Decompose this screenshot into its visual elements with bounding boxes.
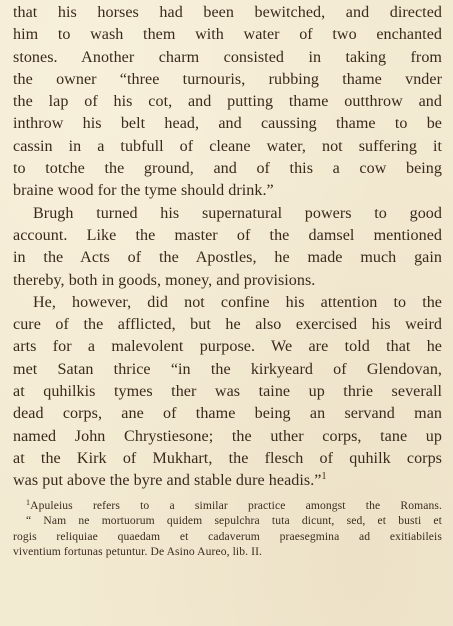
paragraph-2 <box>13 203 442 292</box>
text-line: the owner “three turnouris, rubbing thame vnder <box>13 70 442 88</box>
paragraph-1 <box>13 2 442 203</box>
text-line: Brugh turned his supernatural powers to good <box>33 204 442 222</box>
text-line: dead corps, ane of thame being an servand man <box>13 405 442 423</box>
text-line: inthrow his belt head, and caussing thame to be <box>13 115 442 133</box>
text-line: He, however, did not confine his attention to the <box>33 293 442 311</box>
text-line <box>13 470 442 492</box>
footnote <box>13 498 442 560</box>
text-line: arts for a malevolent purpose. We are told that he <box>13 338 442 356</box>
footnote-reference: 1 <box>321 471 327 483</box>
text-line: stones. Another charm consisted in taking from <box>13 48 442 66</box>
text-line: in the Acts of the Apostles, he made much gain <box>13 249 442 267</box>
footnote-line <box>13 498 442 514</box>
text-line: him to wash them with water of two enchanted <box>13 26 442 44</box>
text-line: cure of the afflicted, but he also exercised his weird <box>13 316 442 334</box>
text-line: named John Chrystiesone; the uther corps, tane up <box>13 427 442 445</box>
text-line: account. Like the master of the damsel mentioned <box>13 226 442 244</box>
footnote-line: “ Nam ne mortuorum quidem sepulchra tuta dicunt, sed, et busti et <box>26 514 442 528</box>
text-line: cassin in a tubfull of cleane water, not suffering it <box>13 137 442 155</box>
text-line: at the Kirk of Mukhart, the flesch of quhilk corps <box>13 449 442 467</box>
text-line: that his horses had been bewitched, and directed <box>13 4 442 21</box>
footnote-line: rogis reliquiae quaedam et cadaverum praesegmina ad exitiabileis <box>13 529 442 543</box>
text-line: thereby, both in goods, money, and provisions. <box>13 271 316 289</box>
footnote-marker: 1 <box>26 497 31 507</box>
main-text <box>13 2 442 493</box>
text-line: met Satan thrice “in the kirkyeard of Glendovan, <box>13 360 442 378</box>
text-line: at quhilkis tymes ther was taine up thrie severall <box>13 383 442 401</box>
text-line: the lap of his cot, and putting thame outthrow and <box>13 93 442 111</box>
footnote-line: viventium fortunas petuntur. De Asino Aureo, lib. II. <box>13 545 263 559</box>
text-line-content: was put above the byre and stable dure headis.” <box>13 472 322 490</box>
footnote-text: Apuleius refers to a similar practice amongst the Romans. <box>30 498 442 512</box>
text-line: to totche the ground, and of this a cow being <box>13 160 442 178</box>
text-line: braine wood for the tyme should drink.” <box>13 182 274 200</box>
paragraph-3 <box>13 292 442 493</box>
